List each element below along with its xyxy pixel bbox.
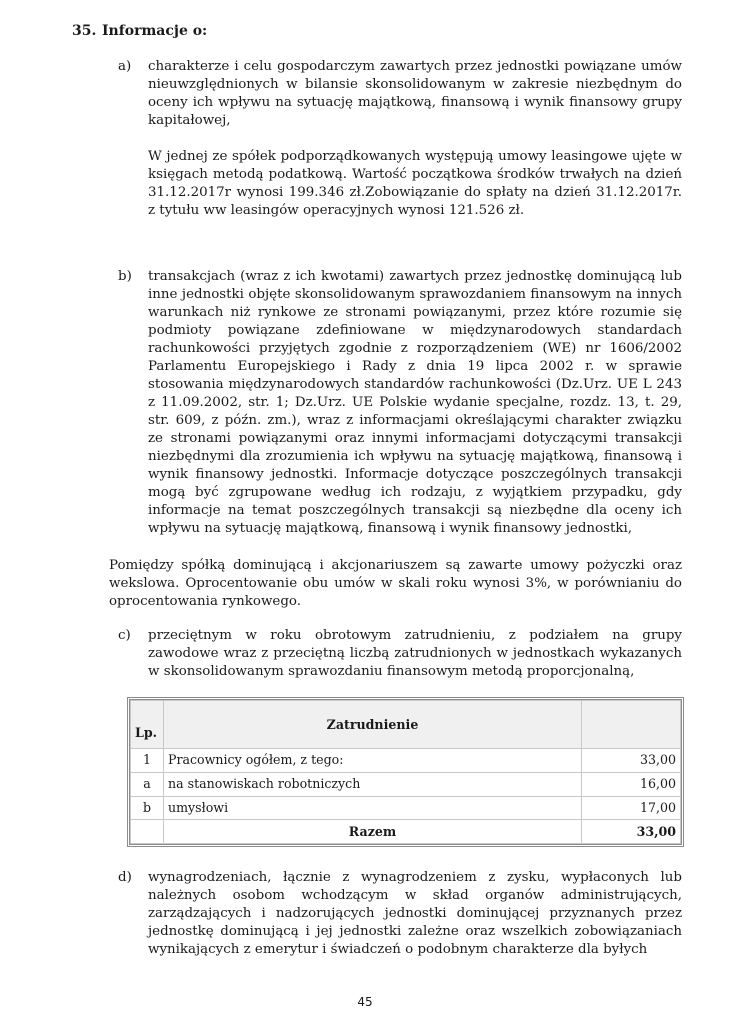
row-value: 16,00: [582, 772, 681, 796]
item-b-letter: b): [118, 269, 132, 284]
item-d-letter: d): [118, 870, 132, 885]
row-value: 17,00: [582, 796, 681, 820]
row-label: na stanowiskach robotniczych: [164, 772, 582, 796]
header-blank: [582, 701, 681, 749]
table-row: [131, 796, 681, 820]
total-row: [131, 820, 681, 844]
table-row: [131, 749, 681, 773]
row-lp: 1: [131, 749, 164, 773]
item-a: [118, 58, 682, 220]
header-lp: Lp.: [131, 701, 164, 749]
item-c: [118, 627, 682, 681]
item-a-text: charakterze i celu gospodarczym zawartych przez jednostki powiązane umów nieuwzględnionych w bilansie skonsolidowanym w zakresie niezbędnym do oceny ich wpływu na sytuację majątkową, finansową i wynik finansowy grupy kapitałowej,: [148, 59, 682, 128]
item-a-letter: a): [118, 59, 132, 74]
row-label: Pracownicy ogółem, z tego:: [164, 749, 582, 773]
section-title: Informacje o:: [102, 23, 208, 39]
section-heading: [72, 22, 207, 40]
total-lp-blank: [131, 820, 164, 844]
item-c-letter: c): [118, 628, 131, 643]
employment-table: [127, 697, 684, 847]
row-lp: a: [131, 772, 164, 796]
total-value: 33,00: [582, 820, 681, 844]
section-number: 35.: [72, 23, 97, 39]
row-value: 33,00: [582, 749, 681, 773]
table-row: [131, 772, 681, 796]
row-lp: b: [131, 796, 164, 820]
item-d-text: wynagrodzeniach, łącznie z wynagrodzeniem z zysku, wypłaconych lub należnych osobom wchodzącym w skład organów administrujących, zarządzających i nadzorujących jednostki dominującej przyznanych przez jednostkę dominującą i jej jednostki zależne oraz wszelkich zobowiązaniach wynikających z emerytur i świadczeń o podobnym charakterze dla byłych: [148, 870, 682, 957]
loan-paragraph: Pomiędzy spółką dominującą i akcjonariuszem są zawarte umowy pożyczki oraz wekslowa. Oprocentowanie obu umów w skali roku wynosi 3%, w porównianiu do oprocentowania rynkowego.: [109, 558, 682, 609]
item-a-note: W jednej ze spółek podporządkowanych występują umowy leasingowe ujęte w księgach metodą podatkową. Wartość początkowa środków trwałych na dzień 31.12.2017r wynosi 199.346 zł.Zobowiązanie do spłaty na dzień 31.12.2017r. z tytułu ww leasingów operacyjnych wynosi 121.526 zł.: [148, 149, 682, 218]
row-label: umysłowi: [164, 796, 582, 820]
page-number: 45: [357, 995, 373, 1009]
item-b-text: transakcjach (wraz z ich kwotami) zawartych przez jednostkę dominującą lub inne jednostki objęte skonsolidowanym sprawozdaniem finansowym na innych warunkach niż rynkowe ze stronami powiązanymi, przez które rozumie się podmioty powiązane zdefiniowane w międzynarodowych standardach rachunkowości przyjętych zgodnie z rozporządzeniem (WE) nr 1606/2002 Parlamentu Europejskiego i Rady z dnia 19 lipca 2002 r. w sprawie stosowania międzynarodowych standardów rachunkowości (Dz.Urz. UE L 243 z 11.09.2002, str. 1; Dz.Urz. UE Polskie wydanie specjalne, rozdz. 13, t. 29, str. 609, z późn. zm.), wraz z informacjami określającymi charakter związku ze stronami powiązanymi oraz innymi informacjami dotyczącymi transakcji niezbędnymi dla zrozumienia ich wpływu na sytuację majątkową, finansową i wynik finansowy jednostki. Informacje dotyczące poszczególnych transakcji mogą być zgrupowane według ich rodzaju, z wyjątkiem przypadku, gdy informacje na temat poszczególnych transakcji są niezbędne dla oceny ich wpływu na sytuację majątkową, finansową i wynik finansowy jednostki,: [148, 269, 682, 536]
item-b: [118, 268, 682, 538]
item-c-text: przeciętnym w roku obrotowym zatrudnieniu, z podziałem na grupy zawodowe wraz z przeciętną liczbą zatrudnionych w jednostkach wykazanych w skonsolidowanym sprawozdaniu finansowym metodą proporcjonalną,: [148, 628, 682, 679]
header-title: Zatrudnienie: [164, 701, 582, 749]
item-d: [118, 869, 682, 959]
total-label: Razem: [164, 820, 582, 844]
